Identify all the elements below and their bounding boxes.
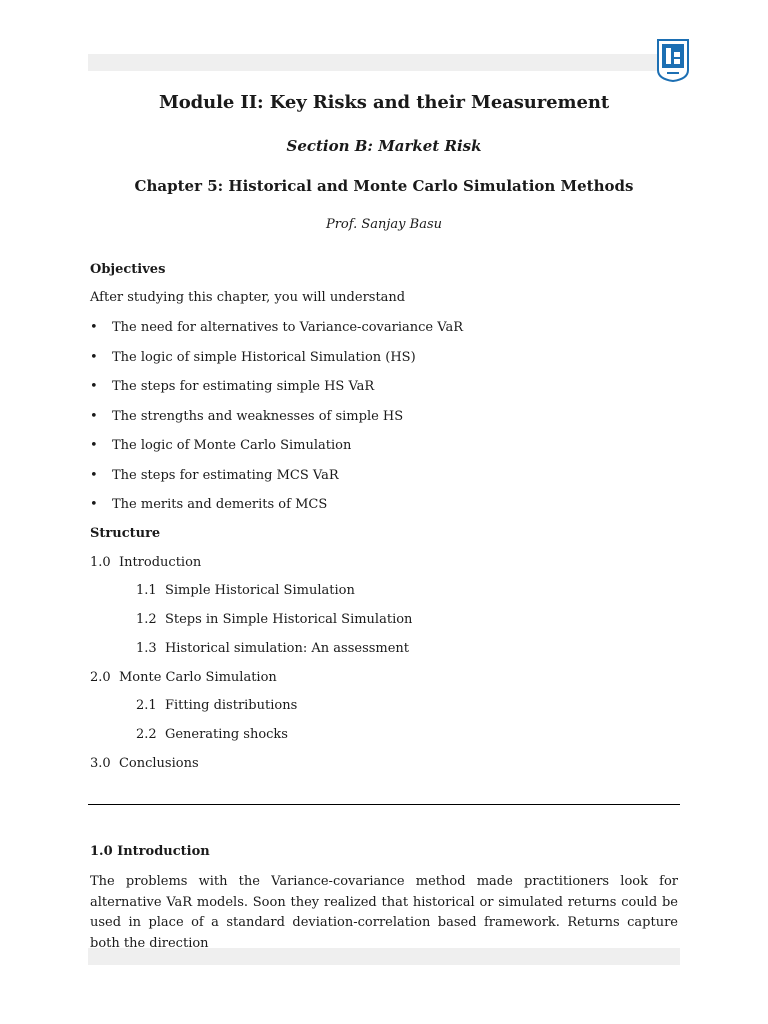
structure-text: Monte Carlo Simulation <box>118 670 277 685</box>
publisher-logo-icon <box>655 37 691 83</box>
structure-number: 1.1 <box>136 583 157 598</box>
structure-number: 2.2 <box>136 727 157 742</box>
structure-entry <box>90 555 201 570</box>
structure-entry <box>136 727 288 742</box>
objective-text: The need for alternatives to Variance-covariance VaR <box>112 320 463 335</box>
structure-number: 1.2 <box>136 612 157 627</box>
structure-text: Steps in Simple Historical Simulation <box>164 612 413 627</box>
structure-entry <box>136 583 355 598</box>
structure-text: Historical simulation: An assessment <box>164 641 410 656</box>
structure-entry <box>136 641 409 656</box>
structure-text: Conclusions <box>118 756 199 771</box>
structure-number: 2.0 <box>90 670 111 685</box>
objective-text: The steps for estimating MCS VaR <box>112 468 339 483</box>
structure-number: 3.0 <box>90 756 111 771</box>
structure-heading: Structure <box>90 526 161 541</box>
structure-text: Simple Historical Simulation <box>164 583 355 598</box>
structure-entry <box>136 612 412 627</box>
introduction-paragraph: The problems with the Variance-covariance method made practitioners look for alternative VaR models. Soon they realized that historical or simulated returns could be used in place of a standard deviation-correlation based framework. Returns capture both the direction <box>90 874 678 951</box>
structure-number: 1.0 <box>90 555 111 570</box>
objective-text: The logic of Monte Carlo Simulation <box>112 438 352 453</box>
header-band <box>88 54 680 71</box>
structure-entry <box>136 698 297 713</box>
objective-text: The merits and demerits of MCS <box>112 497 328 512</box>
structure-text: Fitting distributions <box>164 698 298 713</box>
chapter-title: Chapter 5: Historical and Monte Carlo Simulation Methods <box>134 177 634 195</box>
structure-number: 1.3 <box>136 641 157 656</box>
structure-number: 2.1 <box>136 698 157 713</box>
structure-text: Introduction <box>118 555 202 570</box>
objective-text: The logic of simple Historical Simulation (HS) <box>112 350 416 365</box>
structure-entry <box>90 756 199 771</box>
author-name: Prof. Sanjay Basu <box>325 217 443 232</box>
structure-entry <box>90 670 277 685</box>
module-title: Module II: Key Risks and their Measurement <box>158 92 610 113</box>
introduction-heading: 1.0 Introduction <box>90 844 210 859</box>
section-divider <box>88 804 680 805</box>
objectives-intro: After studying this chapter, you will understand <box>90 290 406 305</box>
structure-text: Generating shocks <box>164 727 288 742</box>
objective-text: The steps for estimating simple HS VaR <box>112 379 375 394</box>
section-title: Section B: Market Risk <box>286 137 482 155</box>
objective-text: The strengths and weaknesses of simple HS <box>112 409 404 424</box>
objectives-heading: Objectives <box>90 262 166 277</box>
